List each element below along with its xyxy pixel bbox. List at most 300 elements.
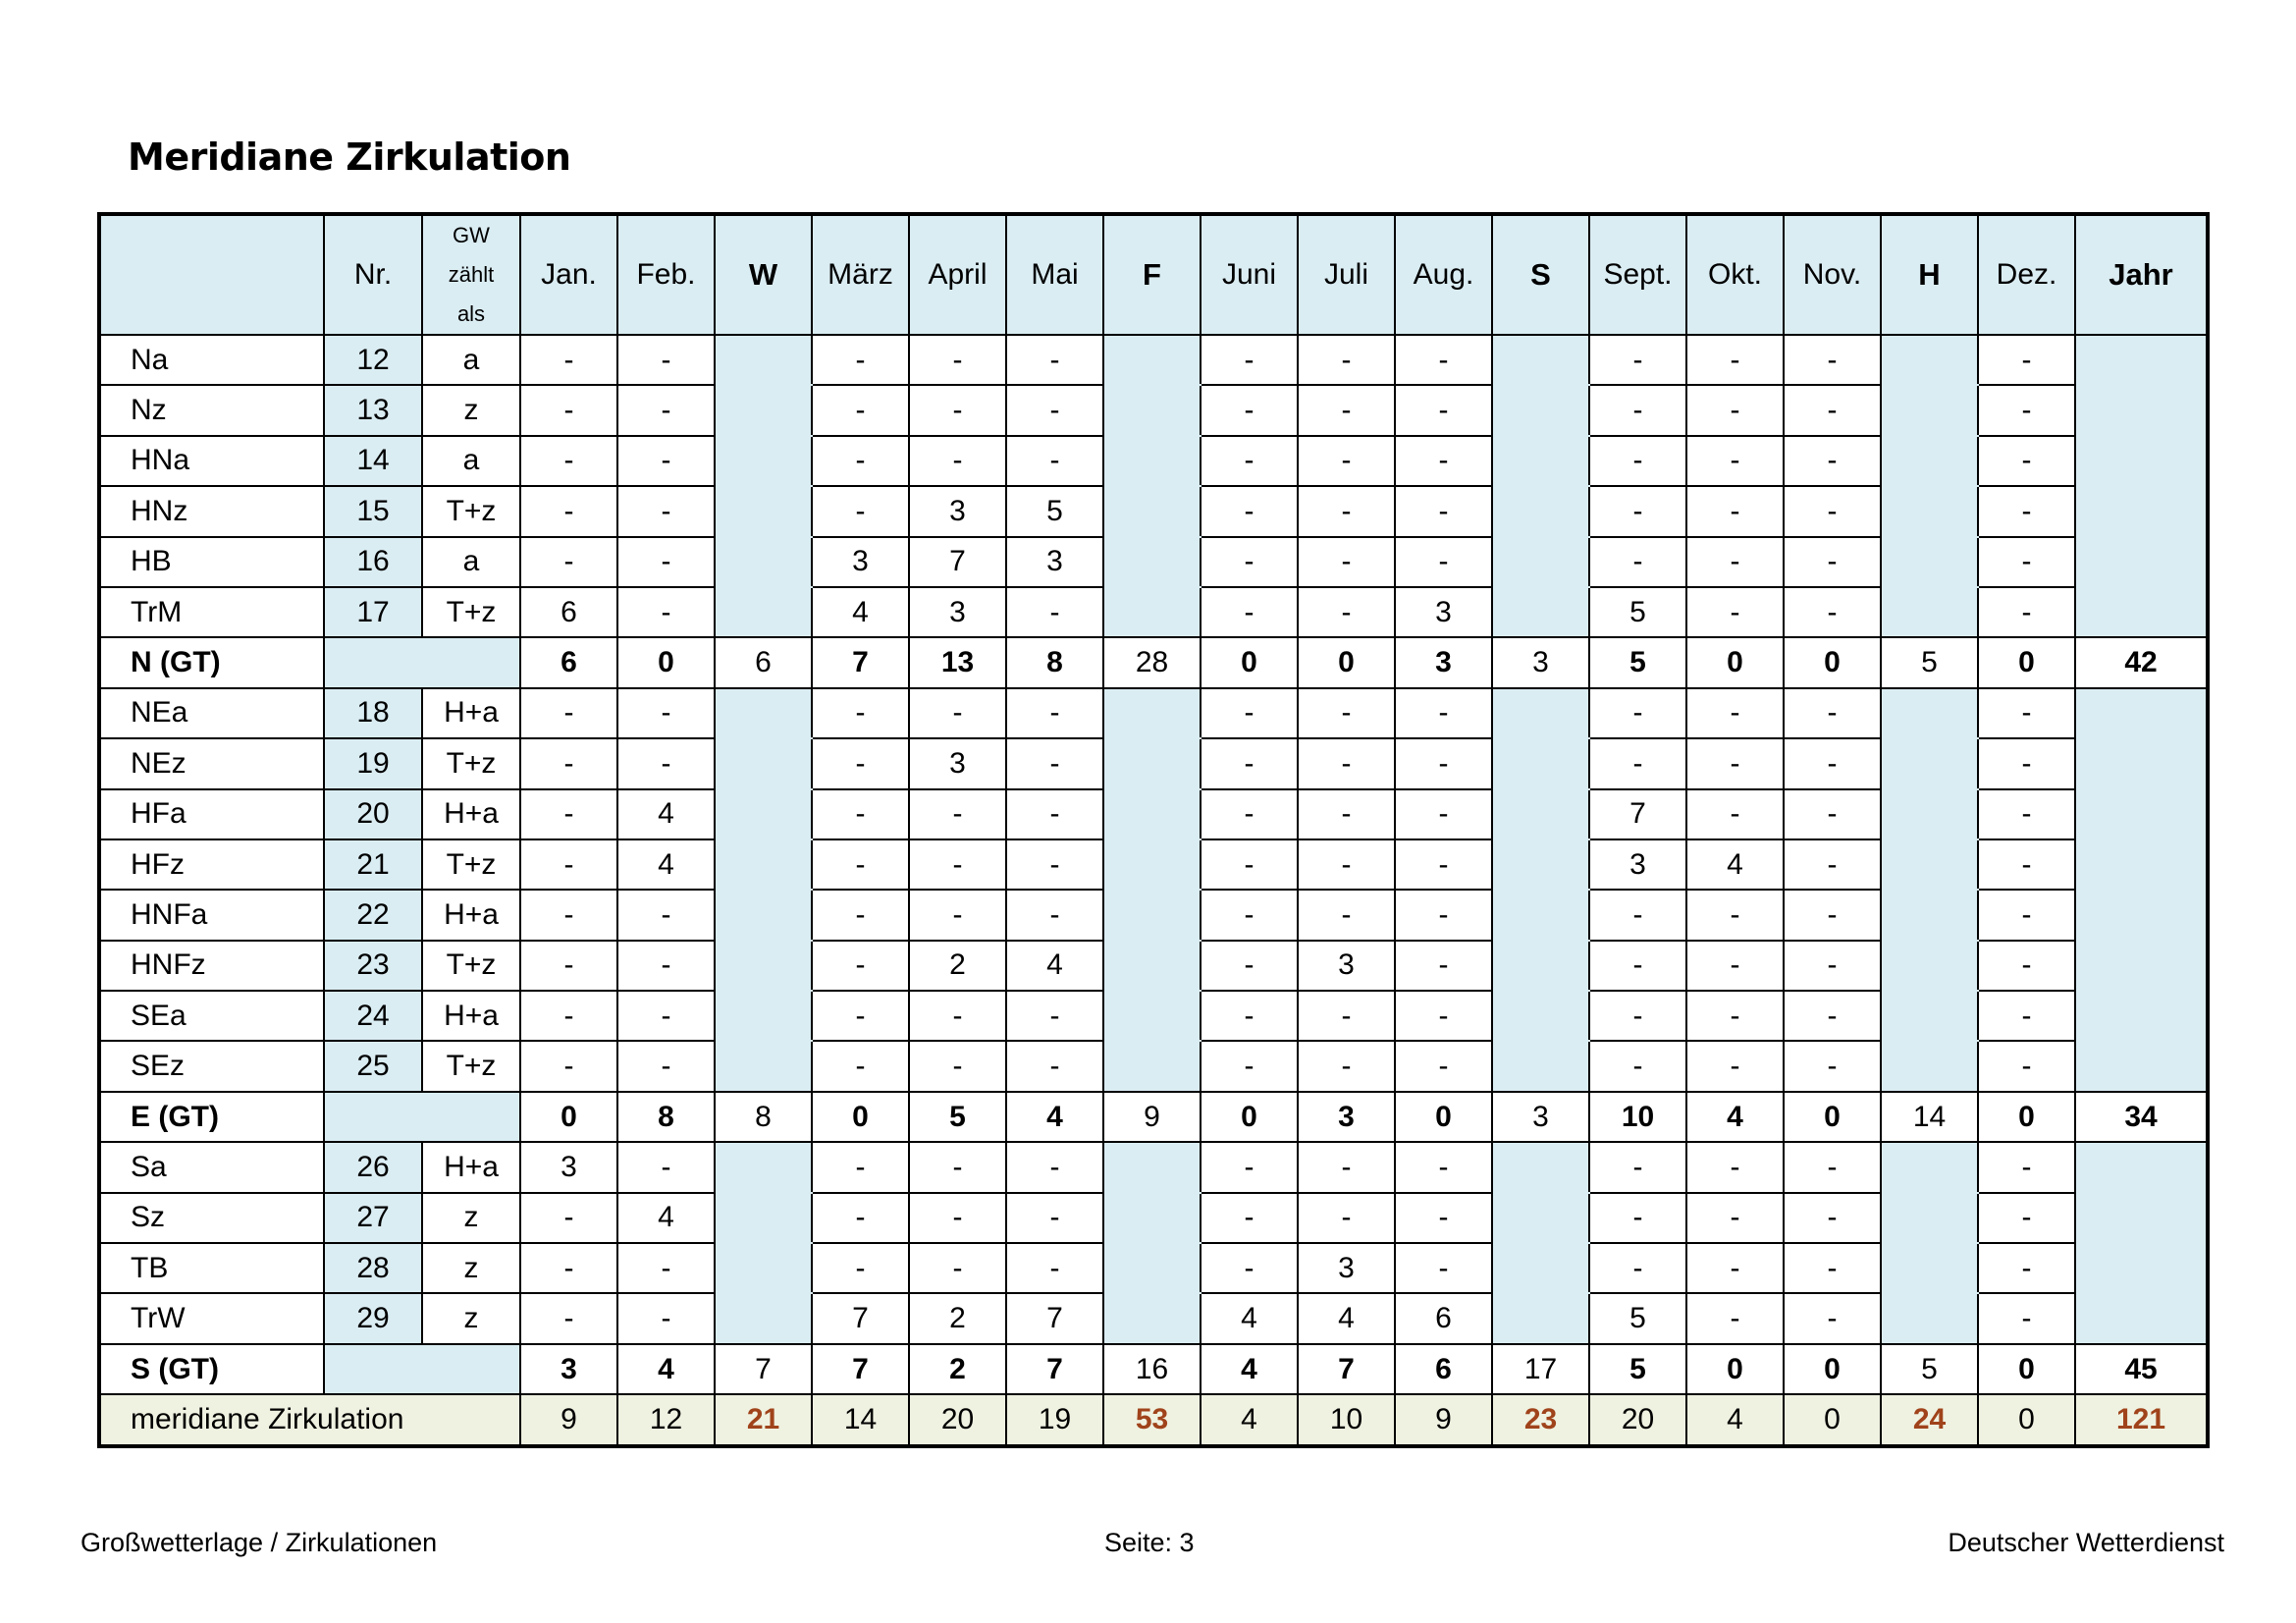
row-gw: a [422, 436, 520, 486]
month-value: - [812, 436, 909, 486]
month-value: - [1978, 1142, 2075, 1192]
total-season: 21 [715, 1394, 812, 1445]
season-cell [2075, 1243, 2208, 1293]
month-value: - [1978, 839, 2075, 890]
month-value: - [1298, 1142, 1395, 1192]
season-cell [715, 890, 812, 940]
header-cell: Okt. [1686, 214, 1784, 335]
month-value: - [520, 890, 617, 940]
month-value: - [909, 1041, 1006, 1091]
season-cell [1103, 738, 1201, 788]
table-row [99, 941, 2208, 991]
sum-month: 4 [1686, 1092, 1784, 1142]
total-month: 0 [1784, 1394, 1881, 1445]
row-gw: T+z [422, 839, 520, 890]
month-value: - [909, 1193, 1006, 1243]
month-value: - [1784, 385, 1881, 435]
month-value: - [1686, 941, 1784, 991]
total-month: 19 [1006, 1394, 1103, 1445]
season-cell [1103, 486, 1201, 536]
row-nr: 13 [324, 385, 422, 435]
sum-month: 4 [1201, 1344, 1298, 1394]
month-value: - [812, 688, 909, 738]
month-value: - [520, 537, 617, 587]
season-cell [2075, 738, 2208, 788]
month-value: - [1784, 1041, 1881, 1091]
sum-season: 28 [1103, 637, 1201, 687]
sum-month: 13 [909, 637, 1006, 687]
row-label: Na [99, 335, 324, 385]
table-row [99, 738, 2208, 788]
season-cell [715, 789, 812, 839]
month-value: - [1784, 839, 1881, 890]
header-gw-line: GW [453, 223, 490, 247]
month-value: - [812, 1041, 909, 1091]
total-label: meridiane Zirkulation [99, 1394, 520, 1445]
row-gw: T+z [422, 738, 520, 788]
month-value: 6 [520, 587, 617, 637]
sum-row [99, 637, 2208, 687]
month-value: - [1784, 486, 1881, 536]
row-gw: z [422, 385, 520, 435]
month-value: 4 [617, 839, 715, 890]
sum-month: 0 [1201, 637, 1298, 687]
total-season: 53 [1103, 1394, 1201, 1445]
header-cell: Nov. [1784, 214, 1881, 335]
month-value: - [617, 436, 715, 486]
sum-month: 6 [1395, 1344, 1492, 1394]
row-gw: T+z [422, 1041, 520, 1091]
month-value: - [1784, 1293, 1881, 1343]
total-month: 10 [1298, 1394, 1395, 1445]
row-nr: 18 [324, 688, 422, 738]
month-value: - [909, 1243, 1006, 1293]
sum-month: 0 [1784, 1344, 1881, 1394]
total-month: 20 [1589, 1394, 1686, 1445]
row-label: HNa [99, 436, 324, 486]
sum-month: 7 [1298, 1344, 1395, 1394]
month-value: - [1686, 385, 1784, 435]
sum-month: 3 [1395, 637, 1492, 687]
table-row [99, 991, 2208, 1041]
sum-month: 3 [520, 1344, 617, 1394]
season-cell [715, 587, 812, 637]
month-value: - [1395, 335, 1492, 385]
total-month: 14 [812, 1394, 909, 1445]
month-value: 4 [1298, 1293, 1395, 1343]
season-cell [1103, 789, 1201, 839]
month-value: - [1298, 789, 1395, 839]
month-value: - [520, 1041, 617, 1091]
month-value: - [1298, 335, 1395, 385]
sum-season: 5 [1881, 637, 1978, 687]
header-gw-line: zählt [448, 262, 495, 287]
season-cell [2075, 385, 2208, 435]
sum-month: 7 [812, 1344, 909, 1394]
season-cell [1492, 789, 1589, 839]
total-month: 0 [1978, 1394, 2075, 1445]
sum-season: 3 [1492, 637, 1589, 687]
month-value: - [1006, 890, 1103, 940]
row-nr: 27 [324, 1193, 422, 1243]
season-cell [715, 941, 812, 991]
season-cell [1881, 991, 1978, 1041]
season-cell [715, 839, 812, 890]
header-cell: Jan. [520, 214, 617, 335]
sum-month: 5 [1589, 1344, 1686, 1394]
sum-season: 6 [715, 637, 812, 687]
month-value: - [617, 688, 715, 738]
month-value: - [1686, 1193, 1784, 1243]
season-cell [1881, 335, 1978, 385]
month-value: - [1784, 537, 1881, 587]
month-value: - [909, 385, 1006, 435]
row-gw: H+a [422, 890, 520, 940]
month-value: - [1589, 385, 1686, 435]
month-value: 3 [1006, 537, 1103, 587]
month-value: - [1201, 941, 1298, 991]
table-row [99, 890, 2208, 940]
month-value: - [1686, 738, 1784, 788]
month-value: - [1395, 436, 1492, 486]
header-cell: Nr. [324, 214, 422, 335]
season-cell [1492, 587, 1589, 637]
row-gw: T+z [422, 941, 520, 991]
table-row [99, 1041, 2208, 1091]
row-gw: z [422, 1193, 520, 1243]
season-cell [1492, 839, 1589, 890]
sum-season: 7 [715, 1344, 812, 1394]
season-cell [2075, 335, 2208, 385]
month-value: - [1298, 991, 1395, 1041]
season-cell [715, 335, 812, 385]
month-value: - [1978, 941, 2075, 991]
season-cell [1492, 1293, 1589, 1343]
header-cell: Juli [1298, 214, 1395, 335]
month-value: - [1006, 688, 1103, 738]
season-cell [1492, 1193, 1589, 1243]
month-value: 5 [1589, 1293, 1686, 1343]
month-value: - [1784, 1193, 1881, 1243]
sum-month: 2 [909, 1344, 1006, 1394]
month-value: - [520, 789, 617, 839]
table-row [99, 385, 2208, 435]
sum-month: 0 [617, 637, 715, 687]
season-cell [715, 1293, 812, 1343]
month-value: - [1298, 688, 1395, 738]
row-nr: 12 [324, 335, 422, 385]
season-cell [1492, 385, 1589, 435]
sum-row [99, 1092, 2208, 1142]
season-cell [1492, 941, 1589, 991]
month-value: - [1784, 738, 1881, 788]
month-value: - [520, 335, 617, 385]
header-cell [422, 214, 520, 335]
season-cell [2075, 537, 2208, 587]
sum-month: 5 [1589, 637, 1686, 687]
month-value: - [1686, 789, 1784, 839]
month-value: - [1201, 587, 1298, 637]
month-value: - [1784, 991, 1881, 1041]
row-gw: H+a [422, 789, 520, 839]
sum-row [99, 1344, 2208, 1394]
month-value: - [1006, 436, 1103, 486]
month-value: - [1006, 738, 1103, 788]
month-value: - [520, 991, 617, 1041]
total-month: 9 [520, 1394, 617, 1445]
season-cell [1492, 537, 1589, 587]
month-value: 3 [909, 587, 1006, 637]
month-value: 2 [909, 941, 1006, 991]
sum-jahr: 42 [2075, 637, 2208, 687]
sum-month: 0 [1201, 1092, 1298, 1142]
season-cell [1103, 1243, 1201, 1293]
sum-month: 7 [812, 637, 909, 687]
season-cell [1103, 587, 1201, 637]
month-value: - [1006, 587, 1103, 637]
season-cell [1103, 436, 1201, 486]
total-month: 4 [1201, 1394, 1298, 1445]
month-value: - [520, 1243, 617, 1293]
month-value: - [1298, 1193, 1395, 1243]
month-value: - [1395, 537, 1492, 587]
month-value: - [1589, 486, 1686, 536]
month-value: - [1589, 991, 1686, 1041]
month-value: - [1395, 1041, 1492, 1091]
month-value: - [1686, 537, 1784, 587]
month-value: - [520, 1193, 617, 1243]
row-gw: T+z [422, 587, 520, 637]
month-value: - [1298, 486, 1395, 536]
season-cell [1492, 335, 1589, 385]
month-value: 4 [617, 789, 715, 839]
season-cell [1881, 1293, 1978, 1343]
header-cell: Jahr [2075, 214, 2208, 335]
total-month: 12 [617, 1394, 715, 1445]
row-label: HNFa [99, 890, 324, 940]
month-value: - [1201, 789, 1298, 839]
month-value: - [1298, 839, 1395, 890]
sum-month: 0 [1784, 1092, 1881, 1142]
month-value: - [1298, 587, 1395, 637]
month-value: - [909, 890, 1006, 940]
table-row [99, 587, 2208, 637]
row-nr: 23 [324, 941, 422, 991]
month-value: - [1201, 385, 1298, 435]
total-month: 9 [1395, 1394, 1492, 1445]
month-value: - [1201, 890, 1298, 940]
month-value: - [1395, 738, 1492, 788]
month-value: - [1686, 1142, 1784, 1192]
month-value: - [1978, 890, 2075, 940]
month-value: - [1006, 1041, 1103, 1091]
season-cell [1492, 738, 1589, 788]
month-value: - [812, 890, 909, 940]
header-cell: S [1492, 214, 1589, 335]
month-value: 4 [1201, 1293, 1298, 1343]
month-value: - [812, 789, 909, 839]
row-label: Nz [99, 385, 324, 435]
month-value: - [520, 436, 617, 486]
month-value: - [617, 991, 715, 1041]
month-value: - [909, 335, 1006, 385]
month-value: - [812, 1243, 909, 1293]
month-value: - [1784, 436, 1881, 486]
total-jahr: 121 [2075, 1394, 2208, 1445]
season-cell [2075, 436, 2208, 486]
month-value: - [1784, 1243, 1881, 1293]
month-value: - [1395, 1243, 1492, 1293]
row-gw: H+a [422, 991, 520, 1041]
season-cell [1881, 789, 1978, 839]
month-value: 3 [909, 486, 1006, 536]
month-value: - [1978, 385, 2075, 435]
month-value: 3 [909, 738, 1006, 788]
season-cell [1881, 1142, 1978, 1192]
season-cell [2075, 486, 2208, 536]
season-cell [1881, 688, 1978, 738]
month-value: - [1686, 486, 1784, 536]
month-value: 3 [1298, 1243, 1395, 1293]
month-value: - [812, 839, 909, 890]
month-value: - [1686, 688, 1784, 738]
row-nr: 17 [324, 587, 422, 637]
season-cell [715, 991, 812, 1041]
sum-season: 14 [1881, 1092, 1978, 1142]
row-label: TrM [99, 587, 324, 637]
month-value: - [812, 385, 909, 435]
row-gw: a [422, 537, 520, 587]
month-value: 4 [1686, 839, 1784, 890]
table-row [99, 537, 2208, 587]
month-value: - [1589, 738, 1686, 788]
month-value: - [1784, 1142, 1881, 1192]
month-value: - [812, 941, 909, 991]
month-value: 3 [812, 537, 909, 587]
month-value: - [1589, 1193, 1686, 1243]
month-value: - [617, 941, 715, 991]
season-cell [1103, 1193, 1201, 1243]
row-nr: 24 [324, 991, 422, 1041]
header-cell: Mai [1006, 214, 1103, 335]
sum-month: 0 [1298, 637, 1395, 687]
row-nr: 29 [324, 1293, 422, 1343]
sum-jahr: 45 [2075, 1344, 2208, 1394]
season-cell [715, 1041, 812, 1091]
month-value: - [909, 1142, 1006, 1192]
header-cell: Dez. [1978, 214, 2075, 335]
header-gw-line: als [456, 301, 486, 326]
month-value: - [1686, 890, 1784, 940]
season-cell [2075, 789, 2208, 839]
month-value: - [617, 1142, 715, 1192]
month-value: - [1006, 839, 1103, 890]
month-value: - [1298, 385, 1395, 435]
month-value: - [1784, 789, 1881, 839]
sum-label: E (GT) [99, 1092, 324, 1142]
month-value: - [1201, 991, 1298, 1041]
season-cell [2075, 890, 2208, 940]
month-value: - [520, 385, 617, 435]
month-value: - [1298, 436, 1395, 486]
season-cell [1492, 991, 1589, 1041]
row-gw: H+a [422, 1142, 520, 1192]
month-value: - [812, 991, 909, 1041]
sum-month: 0 [1686, 637, 1784, 687]
season-cell [1103, 688, 1201, 738]
month-value: - [1395, 941, 1492, 991]
month-value: - [1686, 1041, 1784, 1091]
row-gw: z [422, 1243, 520, 1293]
header-row [99, 214, 2208, 335]
season-cell [1103, 385, 1201, 435]
total-season: 23 [1492, 1394, 1589, 1445]
season-cell [2075, 1142, 2208, 1192]
season-cell [1492, 890, 1589, 940]
sum-month: 6 [520, 637, 617, 687]
row-label: TrW [99, 1293, 324, 1343]
month-value: - [617, 738, 715, 788]
row-label: NEa [99, 688, 324, 738]
sum-month: 0 [1978, 1344, 2075, 1394]
month-value: - [1201, 1142, 1298, 1192]
season-cell [1881, 738, 1978, 788]
month-value: - [1006, 335, 1103, 385]
month-value: - [520, 941, 617, 991]
month-value: - [1978, 1041, 2075, 1091]
month-value: - [520, 839, 617, 890]
month-value: - [1298, 1041, 1395, 1091]
season-cell [1492, 688, 1589, 738]
season-cell [715, 486, 812, 536]
month-value: - [1978, 991, 2075, 1041]
month-value: - [1686, 1243, 1784, 1293]
table-row [99, 1243, 2208, 1293]
row-nr: 16 [324, 537, 422, 587]
table-row [99, 1193, 2208, 1243]
season-cell [1881, 587, 1978, 637]
month-value: - [1201, 688, 1298, 738]
sum-month: 5 [909, 1092, 1006, 1142]
month-value: - [520, 486, 617, 536]
month-value: - [1784, 941, 1881, 991]
header-cell: Aug. [1395, 214, 1492, 335]
row-label: Sa [99, 1142, 324, 1192]
month-value: - [520, 738, 617, 788]
table-row [99, 1142, 2208, 1192]
sum-month: 8 [617, 1092, 715, 1142]
footer-right: Deutscher Wetterdienst [1948, 1528, 2224, 1557]
month-value: - [520, 1293, 617, 1343]
season-cell [1881, 385, 1978, 435]
season-cell [1881, 537, 1978, 587]
table-row [99, 789, 2208, 839]
month-value: 7 [812, 1293, 909, 1343]
row-nr: 19 [324, 738, 422, 788]
sum-month: 0 [520, 1092, 617, 1142]
month-value: - [1589, 436, 1686, 486]
season-cell [1492, 1243, 1589, 1293]
month-value: - [812, 486, 909, 536]
sum-season: 8 [715, 1092, 812, 1142]
total-row [99, 1394, 2208, 1445]
row-gw: a [422, 335, 520, 385]
row-label: SEa [99, 991, 324, 1041]
month-value: - [1395, 1193, 1492, 1243]
table-row [99, 436, 2208, 486]
sum-label: S (GT) [99, 1344, 324, 1394]
month-value: 3 [1298, 941, 1395, 991]
